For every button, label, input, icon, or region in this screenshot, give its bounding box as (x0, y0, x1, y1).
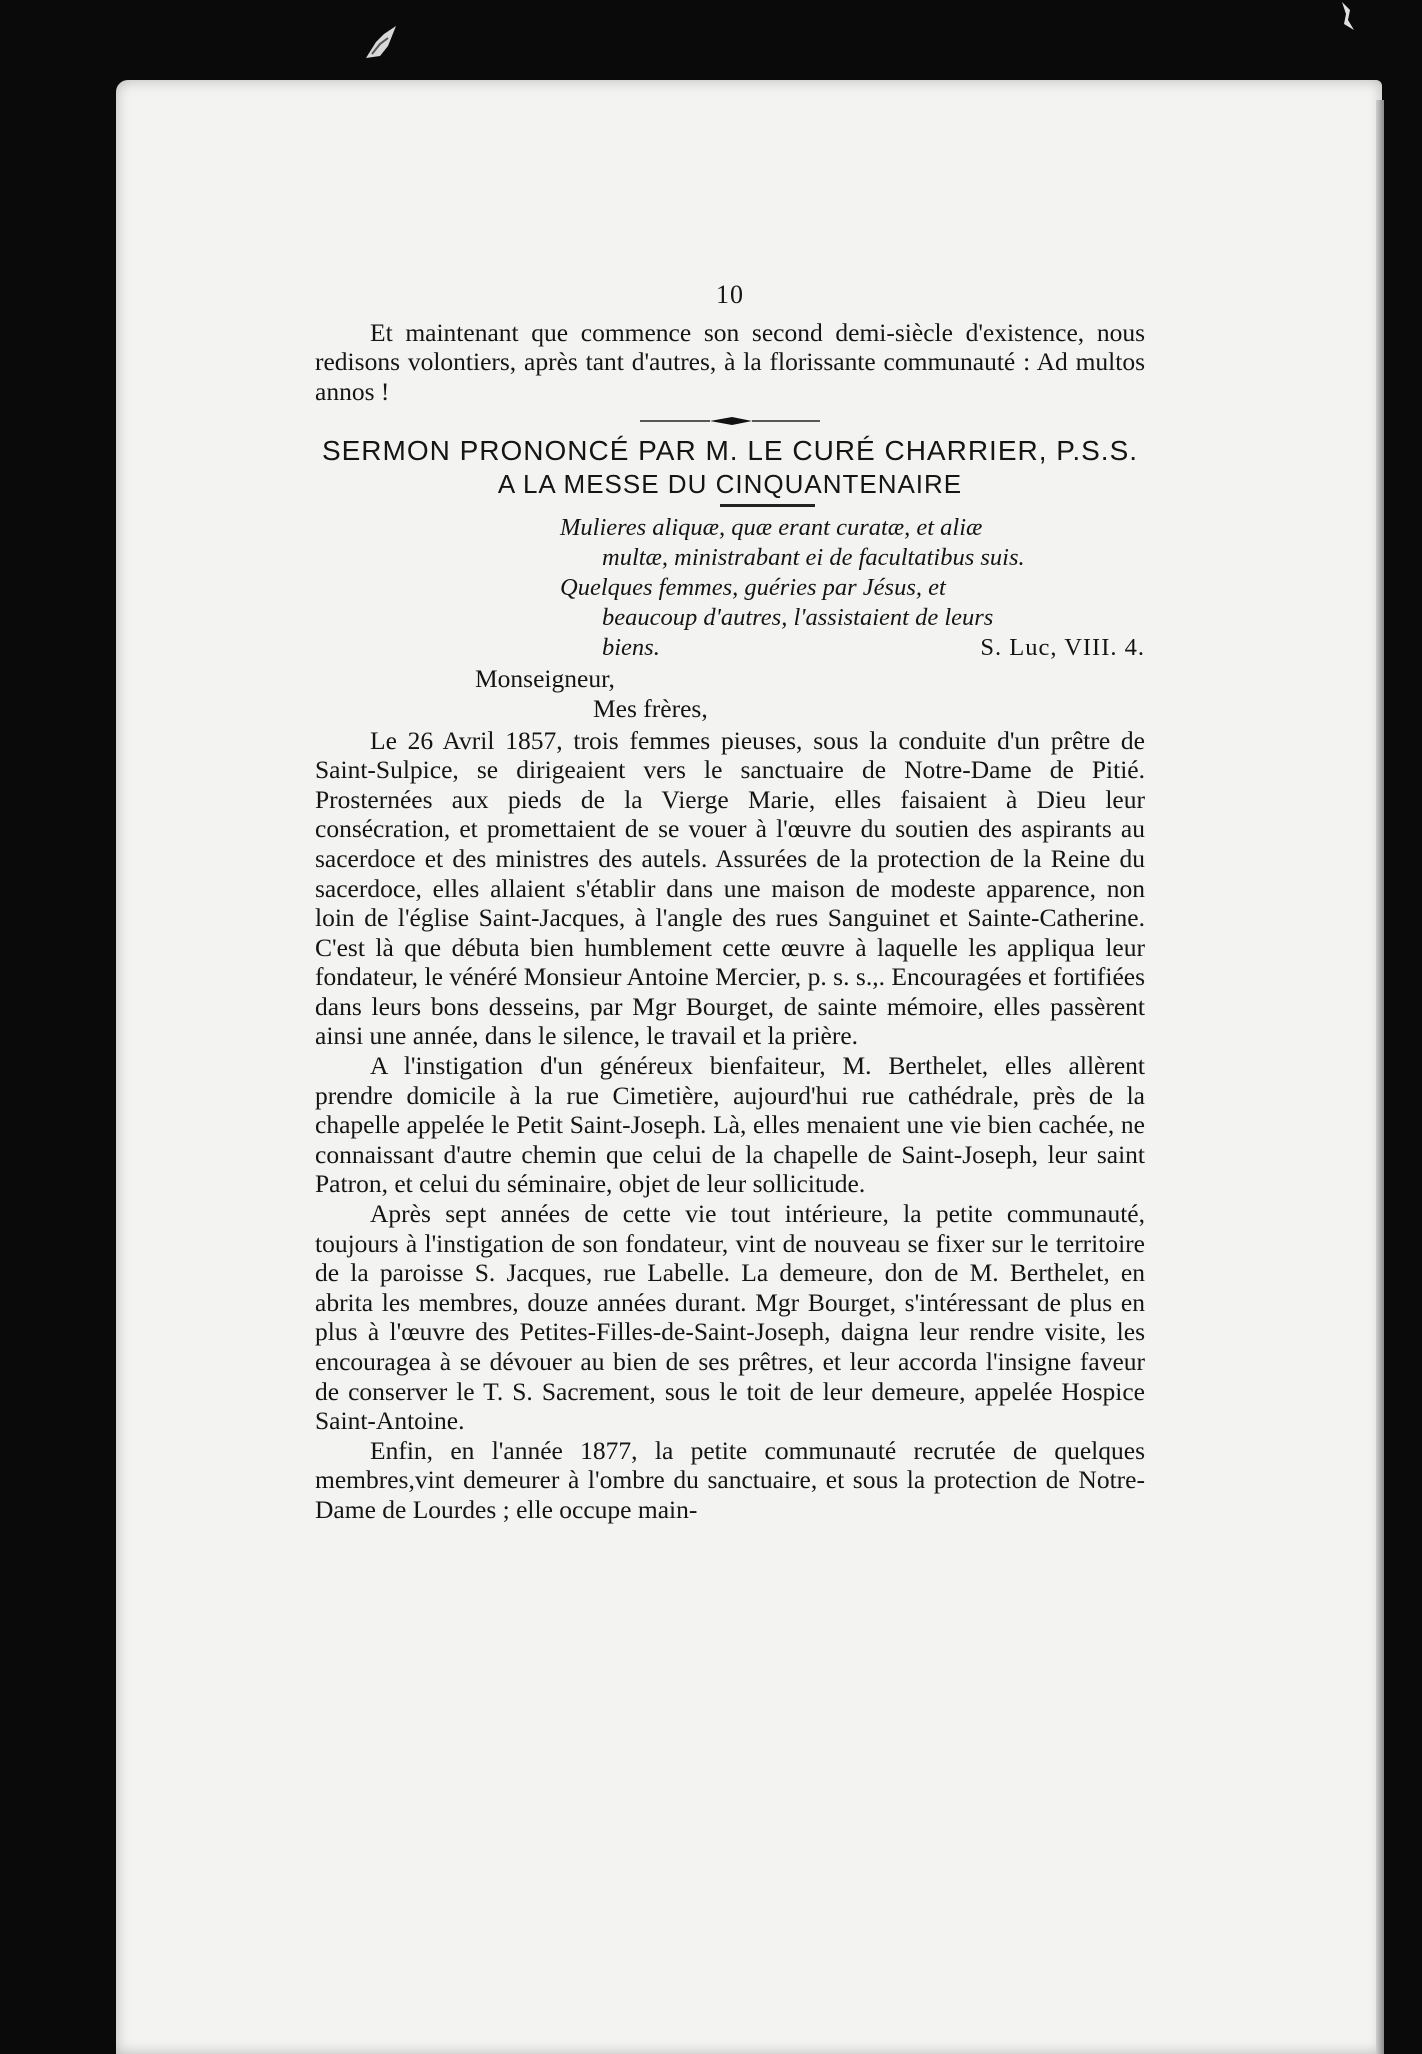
paragraph-1: Le 26 Avril 1857, trois femmes pieuses, sous la conduite d'un prêtre de Saint-Sulpice, se dirigeaient vers le sanctuaire de Notre-Dame de Pitié. Prosternées aux pieds de la Vierge Marie, elles faisaient à Dieu leur consécration, et promettaient de se vouer à l'œuvre du soutien des aspirants au sacerdoce et des ministres des autels. Assurées de la protection de la Reine du sacerdoce, elles allaient s'établir dans une maison de modeste apparence, non loin de l'église Saint-Jacques, à l'angle des rues Sanguinet et Sainte-Catherine. C'est là que débuta bien humblement cette œuvre à laquelle les appliqua leur fondateur, le vénéré Monsieur Antoine Mercier, p. s. s.,. Encouragées et fortifiées dans leurs bons desseins, par Mgr Bourget, de sainte mémoire, elles passèrent ainsi une année, dans le silence, le travail et la prière. (315, 725, 1145, 1051)
paragraph-2: A l'instigation d'un généreux bienfaiteur, M. Berthelet, elles allèrent prendre domicile à la rue Cimetière, aujourd'hui rue cathédrale, près de la chapelle appelée le Petit Saint-Joseph. Là, elles menaient une vie bien cachée, ne connaissant d'autre chemin que celui de la chapelle de Saint-Joseph, leur saint Patron, et celui du séminaire, objet de leur sollicitude. (315, 1051, 1145, 1199)
epigraph-latin-line2: multæ, ministrabant ei de facultatibus suis. (602, 544, 1025, 572)
epigraph-french-line1: Quelques femmes, guéries par Jésus, et (560, 573, 946, 601)
page-number: 10 (716, 280, 744, 309)
paragraph-3: Après sept années de cette vie tout intérieure, la petite communauté, toujours à l'instigation de son fondateur, vint de nouveau se fixer sur le territoire de la paroisse S. Jacques, rue Labelle. La demeure, don de M. Berthelet, en abrita les membres, douze années durant. Mgr Bourget, s'intéressant de plus en plus à l'œuvre des Petites-Filles-de-Saint-Joseph, daigna leur rendre visite, les encouragea à se dévouer au bien de ses prêtres, et leur accorda l'insigne faveur de conserver le T. S. Sacrement, sous le toit de leur demeure, appelée Hospice Saint-Antoine. (315, 1199, 1145, 1436)
intro-paragraph: Et maintenant que commence son second demi-siècle d'existence, nous redisons volontiers, après tant d'autres, à la florissante communauté : Ad multos annos ! (315, 317, 1145, 406)
paragraph-4: Enfin, en l'année 1877, la petite communauté recrutée de quelques membres,vint demeurer à l'ombre du sanctuaire, et sous la protection de Notre-Dame de Lourdes ; elle occupe main- (315, 1435, 1145, 1524)
epigraph-reference: S. Luc, VIII. 4. (980, 633, 1145, 661)
page-edge (1376, 100, 1384, 2054)
salutation-freres: Mes frères, (593, 693, 708, 723)
sermon-heading-line2: A LA MESSE DU CINQUANTENAIRE (497, 469, 963, 500)
heading-underline (720, 504, 815, 507)
salutation-monseigneur: Monseigneur, (475, 664, 615, 694)
scan-mark-icon (1336, 0, 1358, 40)
ornamental-rule (640, 414, 820, 428)
epigraph-french-line3 (560, 633, 1145, 663)
scan-smudge-icon (362, 22, 402, 64)
epigraph (560, 513, 1145, 662)
sermon-heading-line1: SERMON PRONONCÉ PAR M. LE CURÉ CHARRIER, P.S.S. (321, 435, 1139, 467)
epigraph-latin-line1: Mulieres aliquæ, quæ erant curatæ, et aliæ (560, 514, 983, 542)
page-content (315, 280, 1145, 1525)
epigraph-french-line2: beaucoup d'autres, l'assistaient de leurs (602, 603, 994, 631)
epigraph-french-line3-text: biens. (602, 633, 660, 661)
